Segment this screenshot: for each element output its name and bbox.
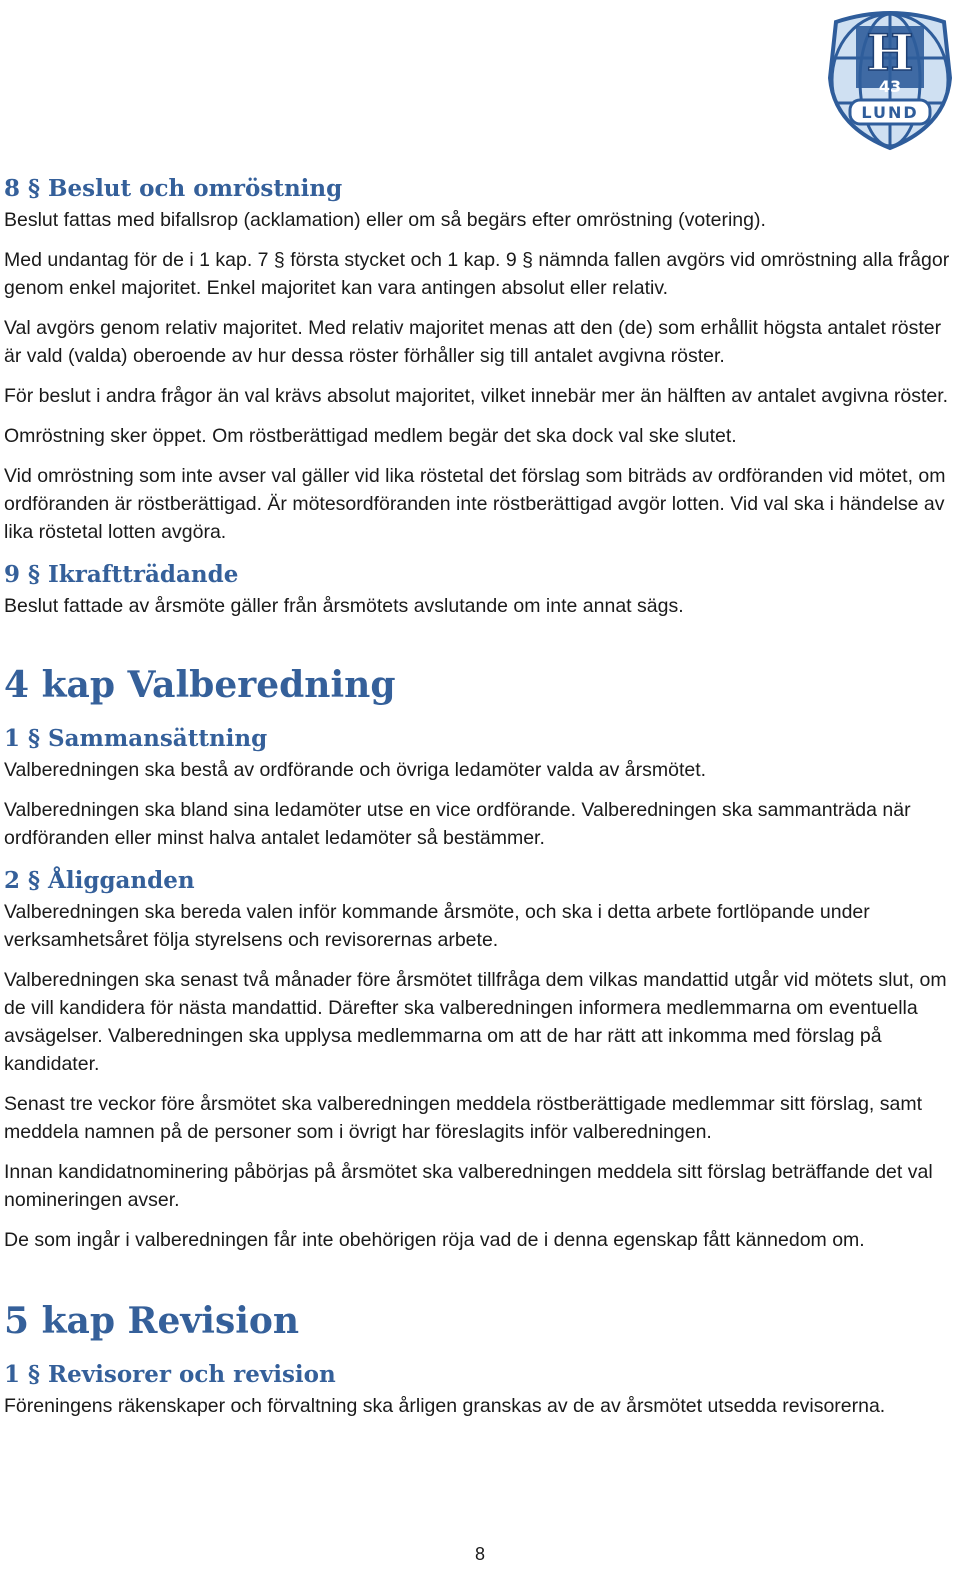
paragraph: Vid omröstning som inte avser val gäller vid lika röstetal det förslag som biträds av ordföranden vid mötet, om ordföranden är röstberättigad. Är mötesordföranden inte röstberättigad avgör lotten. Vid val ska i händelse av lika röstetal lotten avgöra. [4, 465, 946, 543]
section-heading-5-1: 1 § Revisorer och revision [4, 1361, 336, 1388]
paragraph: Valberedningen ska senast två månader före årsmötet tillfråga dem vilkas mandattid utgår vid mötets slut, om de vill kandidera för nästa mandattid. Därefter ska valberedningen informera medlemmarna om eventuella avsägelser. Valberedningen ska upplysa medlemmarna om att de har rätt att inkomma med förslag på kandidater. [4, 969, 947, 1075]
paragraph: Innan kandidatnominering påbörjas på årsmötet ska valberedningen meddela sitt förslag beträffande det val nomineringen avser. [4, 1161, 933, 1211]
section-heading-4-2: 2 § Åligganden [4, 867, 195, 894]
paragraph: Valberedningen ska bestå av ordförande och övriga ledamöter valda av årsmötet. [4, 759, 707, 781]
svg-text:LUND: LUND [861, 103, 919, 122]
paragraph: Beslut fattas med bifallsrop (acklamation) eller om så begärs efter omröstning (votering). [4, 209, 766, 231]
paragraph: För beslut i andra frågor än val krävs absolut majoritet, vilket innebär mer än hälften av antalet avgivna röster. [4, 385, 949, 407]
club-logo [826, 8, 954, 153]
paragraph: Val avgörs genom relativ majoritet. Med relativ majoritet menas att den (de) som erhållit högsta antalet röster är vald (valda) oberoende av hur dessa röster förhåller sig till antalet avgivna röster. [4, 317, 942, 367]
paragraph: Senast tre veckor före årsmötet ska valberedningen meddela röstberättigade medlemmar sitt förslag, samt meddela namnen på de personer som i övrigt har föreslagits inför valberedningen. [4, 1093, 923, 1143]
page-number: 8 [474, 1544, 485, 1564]
chapter-heading-5: 5 kap Revision [4, 1300, 300, 1342]
paragraph: De som ingår i valberedningen får inte obehörigen röja vad de i denna egenskap fått kännedom om. [4, 1229, 865, 1251]
section-heading-4-1: 1 § Sammansättning [4, 725, 268, 752]
section-heading-9: 9 § Ikraftträdande [4, 561, 239, 588]
svg-text:H: H [866, 23, 914, 82]
document-body [4, 172, 956, 1432]
paragraph: Valberedningen ska bereda valen inför kommande årsmöte, och ska i detta arbete fortlöpande under verksamhetsåret följa styrelsens och revisorernas arbete. [4, 901, 870, 951]
chapter-heading-4: 4 kap Valberedning [4, 664, 396, 706]
paragraph: Med undantag för de i 1 kap. 7 § första stycket och 1 kap. 9 § nämnda fallen avgörs vid omröstning alla frågor genom enkel majoritet. Enkel majoritet kan vara antingen absolut eller relativ. [4, 249, 950, 299]
paragraph: Omröstning sker öppet. Om röstberättigad medlem begär det ska dock val ske slutet. [4, 425, 737, 447]
paragraph: Valberedningen ska bland sina ledamöter utse en vice ordförande. Valberedningen ska sammanträda när ordföranden eller minst halva antalet ledamöter så bestämmer. [4, 799, 911, 849]
svg-text:43: 43 [878, 77, 902, 96]
paragraph: Beslut fattade av årsmöte gäller från årsmötets avslutande om inte annat sägs. [4, 595, 684, 617]
paragraph: Föreningens räkenskaper och förvaltning ska årligen granskas av de av årsmötet utsedda revisorerna. [4, 1395, 886, 1417]
section-heading-8: 8 § Beslut och omröstning [4, 175, 343, 202]
